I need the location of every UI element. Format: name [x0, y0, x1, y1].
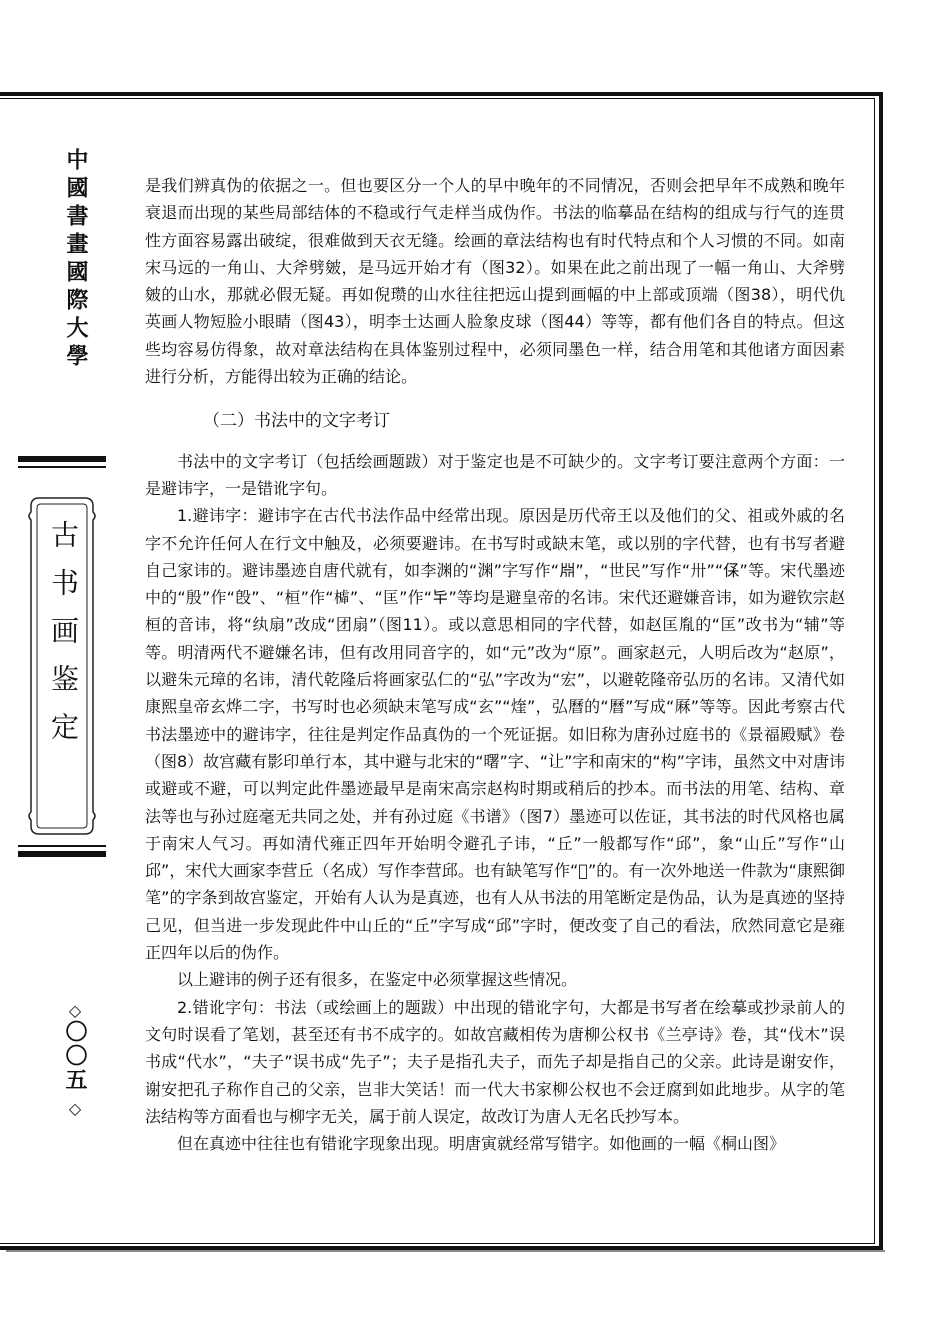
book-title-panel — [25, 492, 99, 840]
paragraph: 1.避讳字：避讳字在古代书法作品中经常出现。原因是历代帝王以及他们的父、祖或外戚的名字不允许任何人在行文中触及，必须要避讳。在书写时或缺末笔，或以别的字代替，也有书写者避自己家讳的。避讳墨迹自唐代就有，如李渊的“渊”字写作“𣶒”，“世民”写作“卅”“𠈃”等。宋代墨迹中的“殷”作“𣪘”、“桓”作“𣘭”、“匡”作“𠤏”等均是避皇帝的名讳。宋代还避嫌音讳，如为避钦宗赵桓的音讳，将“纨扇”改成“团扇”（图11）。或以意思相同的字代替，如赵匡胤的“匡”改书为“辅”等等。明清两代不避嫌名讳，但有改用同音字的，如“元”改为“原”。画家赵元，人明后改为“赵原”，以避朱元璋的名讳，清代乾隆后将画家弘仁的“弘”字改为“宏”，以避乾隆帝弘历的名讳。又清代如康熙皇帝玄烨二字，书写时也必须缺末笔写成“玄”“煃”，弘曆的“曆”写成“厤”等等。因此考察古代书法墨迹中的避讳字，往往是判定作品真伪的一个死证据。如旧称为唐孙过庭书的《景福殿赋》卷（图8）故宫藏有影印单行本，其中避与北宋的“曙”字、“让”字和南宋的“构”字讳，虽然文中对唐讳或避或不避，可以判定此件墨迹最早是南宋高宗赵构时期或稍后的抄本。而书法的用笔、结构、章法等也与孙过庭毫无共同之处，并有孙过庭《书谱》（图7）墨迹可以佐证，其书法的时代风格也属于南宋人气习。再如清代雍正四年开始明令避孔子讳，“丘”一般都写作“邱”，象“山丘”写作“山邱”，宋代大画家李营丘（名成）写作李营邱。也有缺笔写作“𠀉”的。有一次外地送一件款为“康熙御笔”的字条到故宫鉴定，开始有人认为是真迹，也有人从书法的用笔断定是伪品，认为是真迹的坚持己见，但当进一步发现此件中山丘的“丘”字写成“邱”字时，便改变了自己的看法，欣然同意它是雍正四年以后的伪作。 — [145, 506, 845, 963]
diamond-top-icon: ◇ — [68, 1001, 82, 1020]
divider-top-thin — [18, 466, 106, 468]
university-title: 中國書畫國際大學 — [63, 148, 89, 372]
paragraph: 以上避讳的例子还有很多，在鉴定中必须掌握这些情况。 — [177, 970, 578, 990]
divider-top-thick — [18, 456, 106, 462]
page-number-block — [58, 1002, 92, 1118]
main-text — [145, 172, 845, 1157]
book-title: 古书画鉴定 — [47, 520, 80, 760]
paragraph: 是我们辨真伪的依据之一。但也要区分一个人的早中晚年的不同情况，否则会把早年不成熟和晚年衰退而出现的某些局部结体的不稳或行气走样当成伪作。书法的临摹品在结构的组成与行气的连贯性方面容易露出破绽，很难做到天衣无缝。绘画的章法结构也有时代特点和个人习惯的不同。如南宋马远的一角山、大斧劈皴，是马远开始才有（图32）。如果在此之前出现了一幅一角山、大斧劈皴的山水，那就必假无疑。再如倪瓒的山水往往把远山提到画幅的中上部或顶端（图38），明代仇英画人物短脸小眼睛（图43），明李士达画人脸象皮球（图44）等等，都有他们各自的特点。但这些均容易仿得象，故对章法结构在具体鉴别过程中，必须同墨色一样，结合用笔和其他诸方面因素进行分析，方能得出较为正确的结论。 — [145, 176, 845, 387]
diamond-bottom-icon: ◇ — [68, 1099, 82, 1118]
section-heading: （二）书法中的文字考订 — [203, 411, 390, 432]
paragraph: 但在真迹中往往也有错讹字现象出现。明唐寅就经常写错字。如他画的一幅《桐山图》 — [177, 1134, 786, 1154]
paragraph: 书法中的文字考订（包括绘画题跋）对于鉴定也是不可缺少的。文字考订要注意两个方面：一是避讳字，一是错讹字句。 — [145, 451, 845, 498]
page-frame-shadow — [6, 1250, 885, 1252]
paragraph: 2.错讹字句：书法（或绘画上的题跋）中出现的错讹字句，大都是书写者在绘摹或抄录前人的文句时误看了笔划，甚至还有书不成字的。如故宫藏相传为唐柳公权书《兰亭诗》卷，其“伐木”误书成“代水”，“夫子”误书成“先子”；夫子是指孔夫子，而先子却是指自己的父亲。此诗是谢安作，谢安把孔子称作自己的父亲，岂非大笑话！而一代大书家柳公权也不会迂腐到如此地步。从字的笔法结构等方面看也与柳字无关，属于前人误定，故改订为唐人无名氏抄写本。 — [145, 997, 845, 1126]
divider-bottom-thick — [18, 851, 106, 857]
divider-bottom-thin — [18, 845, 106, 847]
page-number: 〇〇五 — [62, 1020, 88, 1092]
